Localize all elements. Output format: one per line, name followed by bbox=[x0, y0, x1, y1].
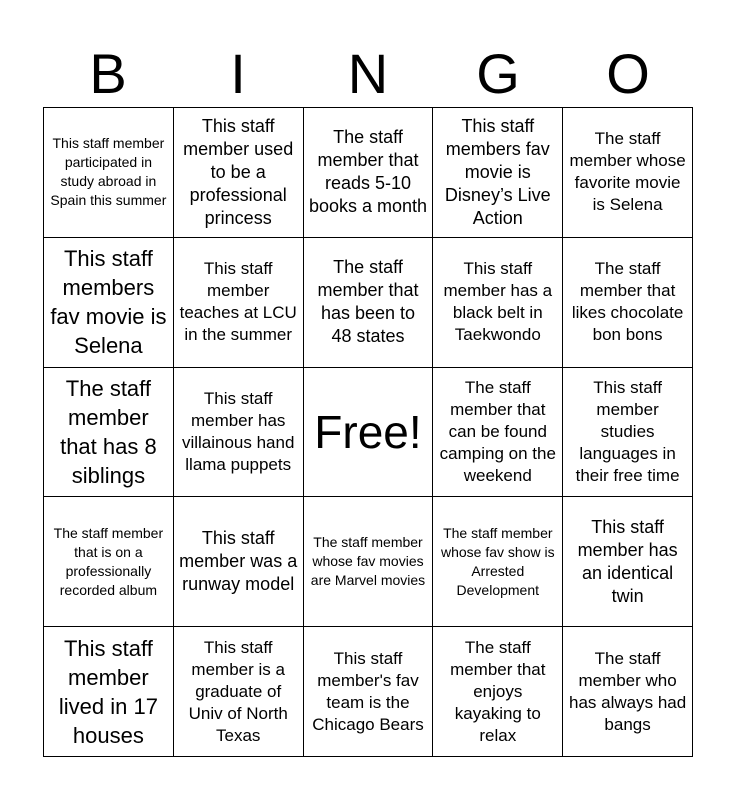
bingo-cell[interactable]: This staff members fav movie is Selena bbox=[44, 238, 174, 368]
header-letter-g: G bbox=[476, 42, 520, 105]
bingo-cell[interactable]: This staff member lived in 17 houses bbox=[44, 627, 174, 757]
free-space-cell[interactable]: Free! bbox=[304, 368, 434, 498]
bingo-cell[interactable]: This staff member has an identical twin bbox=[563, 497, 693, 627]
header-letter-n: N bbox=[347, 42, 389, 105]
bingo-header bbox=[43, 40, 693, 108]
bingo-cell[interactable]: The staff member whose fav movies are Marvel movies bbox=[304, 497, 434, 627]
bingo-cell[interactable]: The staff member that likes chocolate bon bons bbox=[563, 238, 693, 368]
bingo-cell[interactable]: The staff member that has 8 siblings bbox=[44, 368, 174, 498]
bingo-cell[interactable]: The staff member that can be found camping on the weekend bbox=[433, 368, 563, 498]
bingo-cell[interactable]: The staff member whose favorite movie is Selena bbox=[563, 108, 693, 238]
bingo-cell[interactable]: This staff member is a graduate of Univ of North Texas bbox=[174, 627, 304, 757]
bingo-cell[interactable]: The staff member that has been to 48 states bbox=[304, 238, 434, 368]
header-letter-b: B bbox=[89, 42, 127, 105]
bingo-cell[interactable]: The staff member that reads 5-10 books a month bbox=[304, 108, 434, 238]
bingo-cell[interactable]: The staff member that enjoys kayaking to relax bbox=[433, 627, 563, 757]
bingo-cell[interactable]: The staff member whose fav show is Arrested Development bbox=[433, 497, 563, 627]
bingo-cell[interactable]: This staff member used to be a professional princess bbox=[174, 108, 304, 238]
bingo-cell[interactable]: The staff member that is on a professionally recorded album bbox=[44, 497, 174, 627]
bingo-cell[interactable]: The staff member who has always had bangs bbox=[563, 627, 693, 757]
bingo-cell[interactable]: This staff member has a black belt in Taekwondo bbox=[433, 238, 563, 368]
bingo-cell[interactable]: This staff members fav movie is Disney’s Live Action bbox=[433, 108, 563, 238]
bingo-cell[interactable]: This staff member teaches at LCU in the summer bbox=[174, 238, 304, 368]
bingo-cell[interactable]: This staff member has villainous hand llama puppets bbox=[174, 368, 304, 498]
header-letter-o: O bbox=[606, 42, 650, 105]
header-letter-i: I bbox=[230, 42, 246, 105]
bingo-cell[interactable]: This staff member studies languages in their free time bbox=[563, 368, 693, 498]
bingo-cell[interactable]: This staff member was a runway model bbox=[174, 497, 304, 627]
bingo-cell[interactable]: This staff member participated in study abroad in Spain this summer bbox=[44, 108, 174, 238]
bingo-board bbox=[43, 107, 693, 757]
bingo-cell[interactable]: This staff member's fav team is the Chicago Bears bbox=[304, 627, 434, 757]
